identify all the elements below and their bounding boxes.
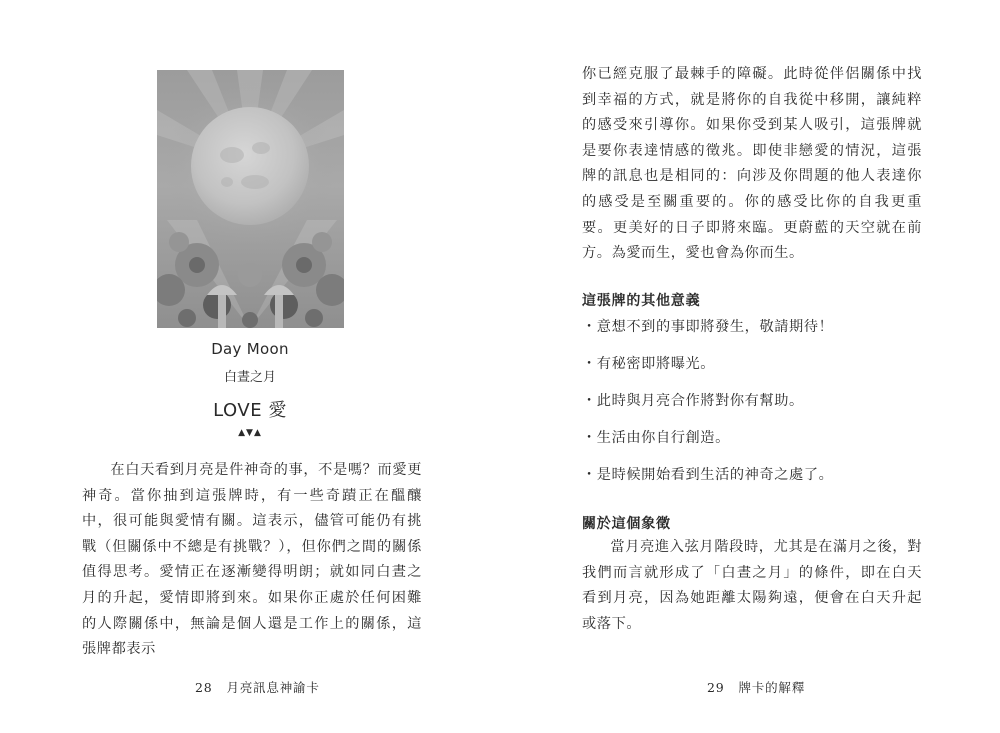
left-footer <box>195 678 320 696</box>
day-moon-card-illustration <box>157 70 344 328</box>
left-page-number: 28 <box>195 680 213 695</box>
other-meaning-item: ・生活由你自行創造。 <box>582 430 730 446</box>
other-meaning-item: ・意想不到的事即將發生，敬請期待！ <box>582 319 834 335</box>
card-description <box>82 458 422 663</box>
symbol-paragraph: 當月亮進入弦月階段時，尤其是在滿月之後，對我們而言就形成了「白晝之月」的條件，即在白天看到月亮，因為她距離太陽夠遠，便會在白天升起或落下。 <box>582 539 922 632</box>
continued-description <box>582 62 922 267</box>
right-footer <box>707 678 805 696</box>
description-paragraph: 在白天看到月亮是件神奇的事，不是嗎？而愛更神奇。當你抽到這張牌時，有一些奇蹟正在醞釀中，很可能與愛情有關。這表示，儘管可能仍有挑戰（但關係中不總是有挑戰？），但你們之間的關係值得思考。愛情正在逐漸變得明朗；就如同白晝之月的升起，愛情即將到來。如果你正處於任何困難的人際關係中，無論是個人還是工作上的關係，這張牌都表示 <box>82 462 422 658</box>
left-running-title: 月亮訊息神諭卡 <box>226 680 320 695</box>
ornament-divider: ▲▼▲ <box>238 428 262 438</box>
right-page <box>500 0 1000 733</box>
card-chinese-title: 白晝之月 <box>223 370 276 385</box>
other-meaning-item: ・有秘密即將曝光。 <box>582 356 716 372</box>
symbol-heading: 關於這個象徵 <box>582 516 671 532</box>
other-meanings-heading: 這張牌的其他意義 <box>582 293 701 309</box>
other-meaning-item: ・此時與月亮合作將對你有幫助。 <box>582 393 804 409</box>
continued-paragraph: 你已經克服了最棘手的障礙。此時從伴侶關係中找到幸福的方式，就是將你的自我從中移開，讓純粹的感受來引導你。如果你受到某人吸引，這張牌就是要你表達情感的徵兆。即使非戀愛的情況，這張牌的訊息也是相同的：向涉及你問題的他人表達你的感受是至關重要的。你的感受比你的自我更重要。更美好的日子即將來臨。更蔚藍的天空就在前方。為愛而生，愛也會為你而生。 <box>582 66 922 262</box>
right-running-title: 牌卡的解釋 <box>738 680 806 695</box>
right-page-number: 29 <box>707 680 725 695</box>
symbol-description <box>582 535 922 637</box>
other-meaning-item: ・是時候開始看到生活的神奇之處了。 <box>582 467 834 483</box>
card-theme: LOVE 愛 <box>213 400 287 421</box>
card-english-title: Day Moon <box>211 340 289 358</box>
